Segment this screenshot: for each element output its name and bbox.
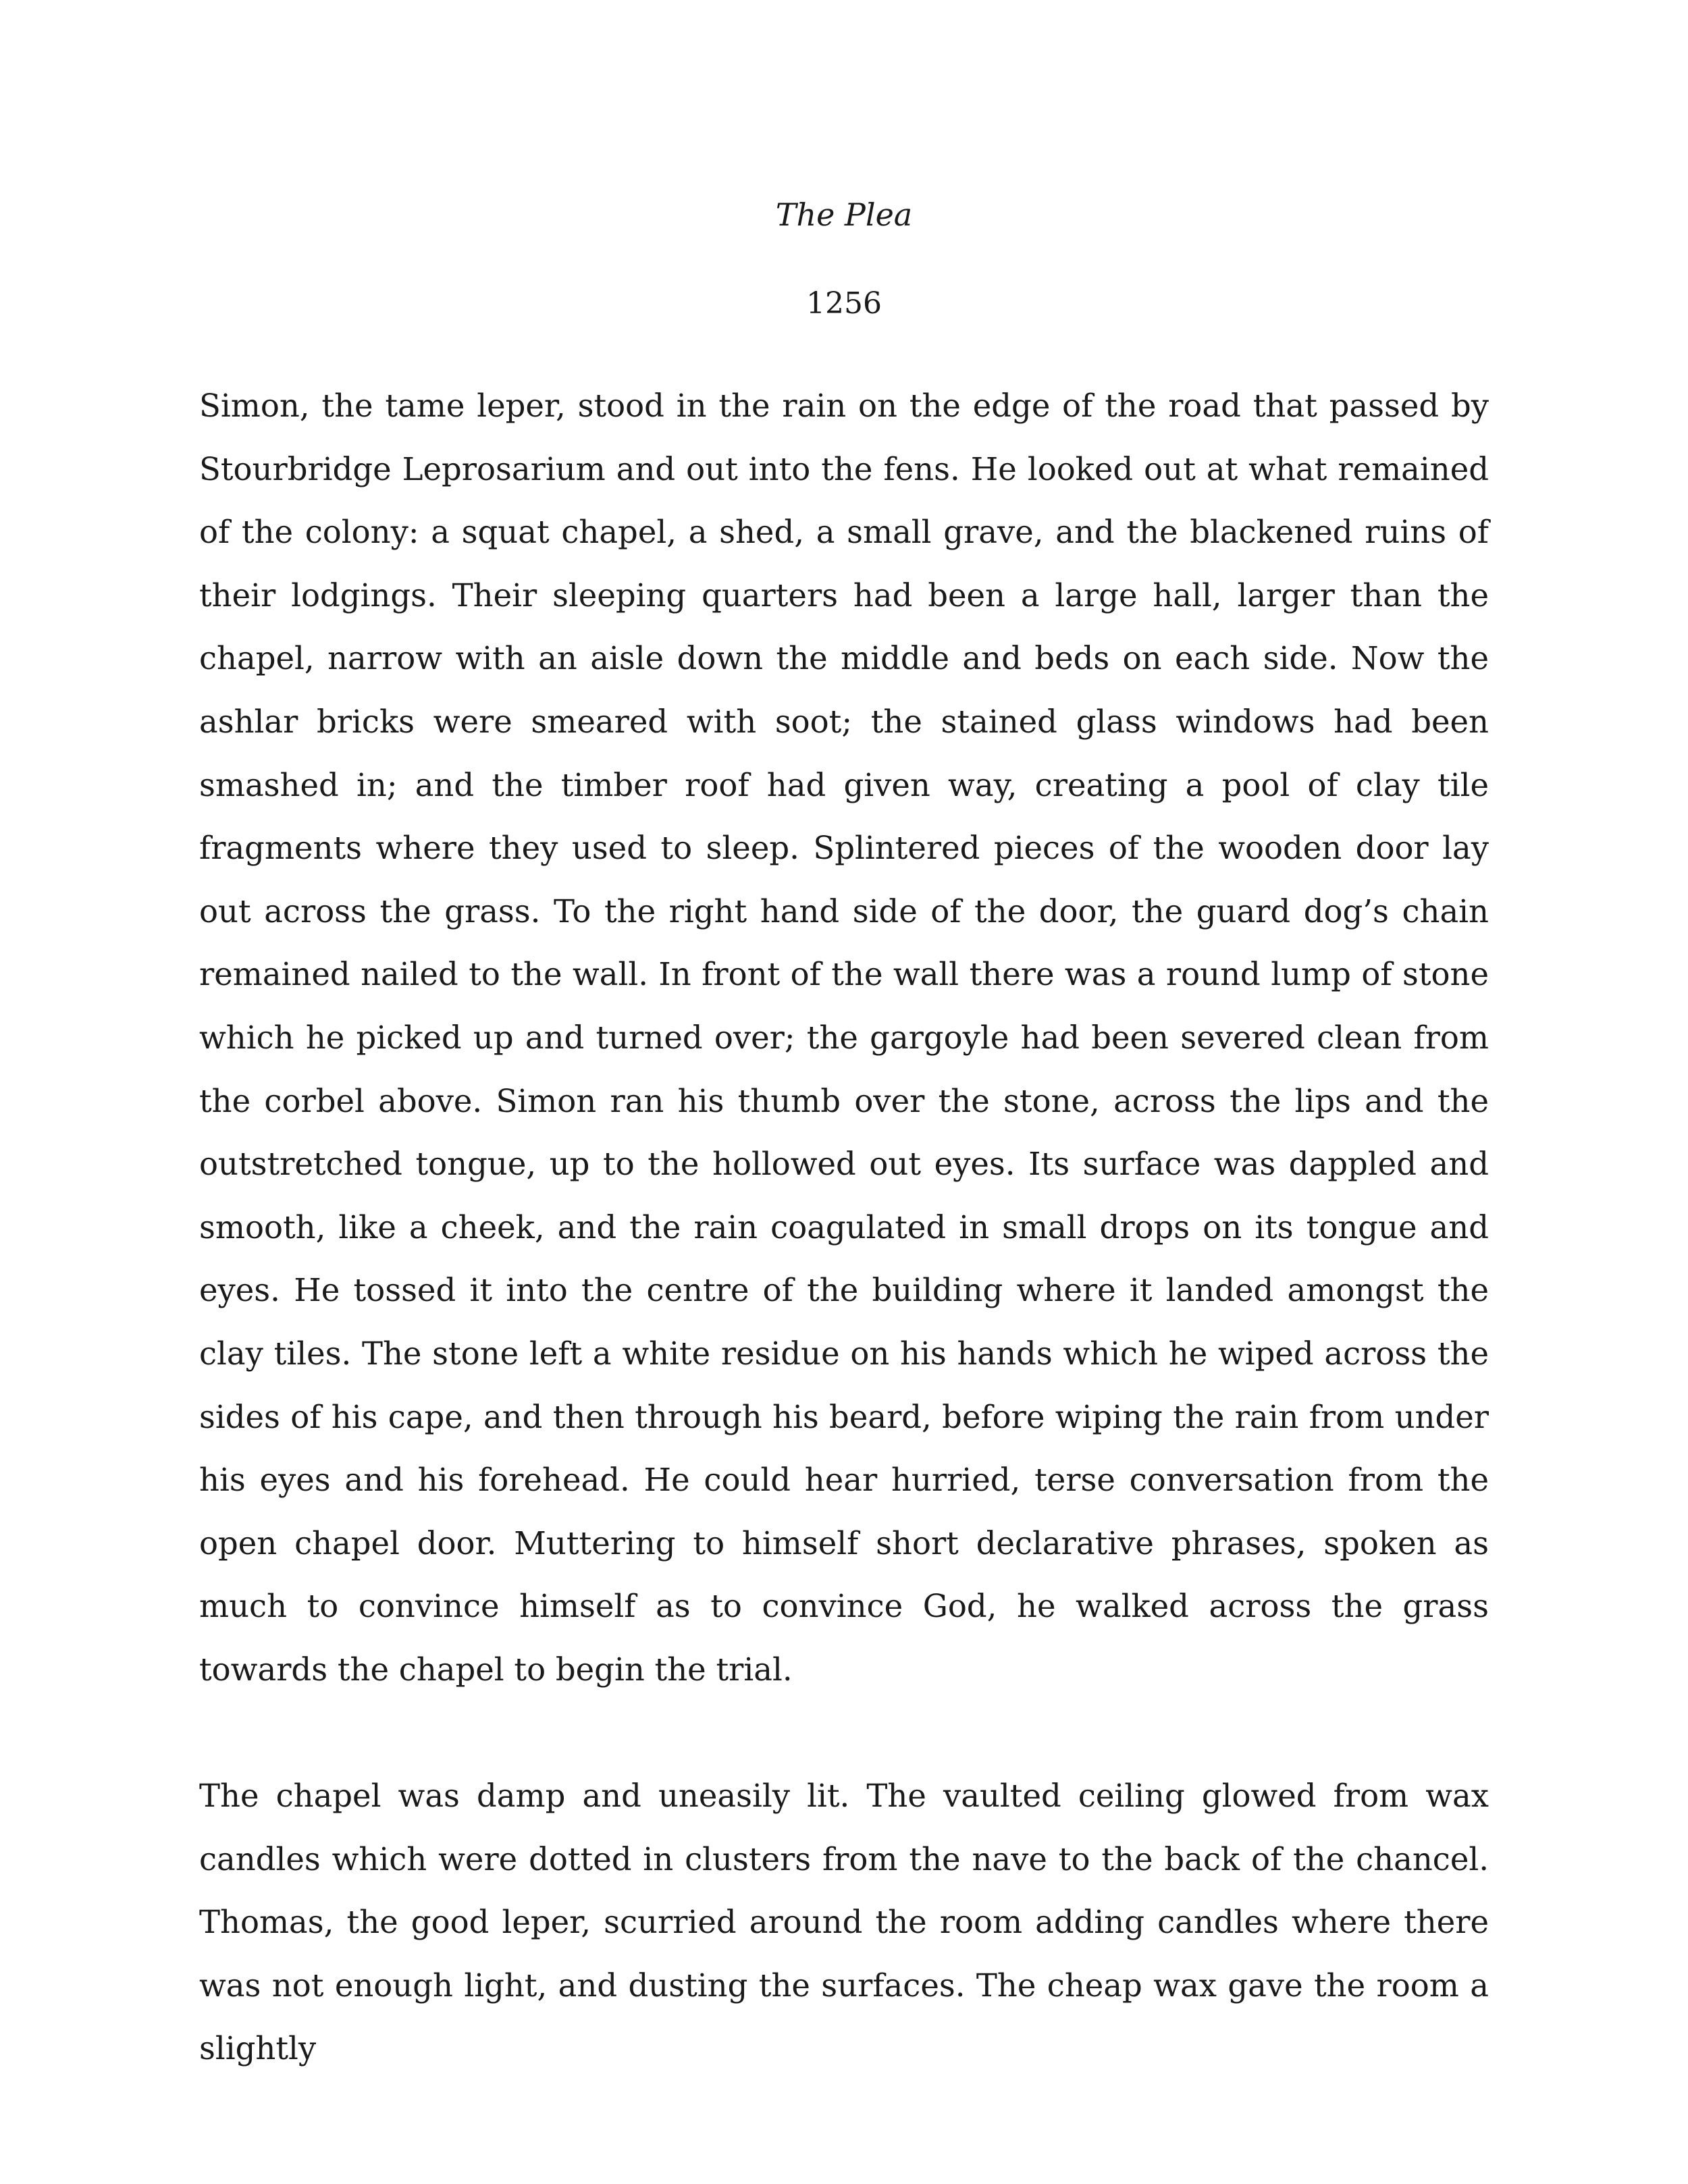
story-year: 1256 [806,286,882,321]
paragraph: Simon, the tame leper, stood in the rain on the edge of the road that passed by Stourbridge Leprosarium and out into the fens. He looked out at what remained of the colony: a squat chapel, a shed, a small grave, and the blackened ruins of their lodgings. Their sleeping quarters had been a large hall, larger than the chapel, narrow with an aisle down the middle and beds on each side. Now the ashlar bricks were smeared with soot; the stained glass windows had been smashed in; and the timber roof had given way, creating a pool of clay tile fragments where they used to sleep. Splintered pieces of the wooden door lay out across the grass. To the right hand side of the door, the guard dog’s chain remained nailed to the wall. In front of the wall there was a round lump of stone which he picked up and turned over; the gargoyle had been severed clean from the corbel above. Simon ran his thumb over the stone, across the lips and the outstretched tongue, up to the hollowed out eyes. Its surface was dappled and smooth, like a cheek, and the rain coagulated in small drops on its tongue and eyes. He tossed it into the centre of the building where it landed amongst the clay tiles. The stone left a white residue on his hands which he wiped across the sides of his cape, and then through his beard, before wiping the rain from under his eyes and his forehead. He could hear hurried, terse conversation from the open chapel door. Muttering to himself short declarative phrases, spoken as much to convince himself as to convince God, he walked across the grass towards the chapel to begin the trial. [199,388,1489,1688]
story-title: The Plea [775,196,913,233]
story-body [199,375,1489,2081]
paragraph: The chapel was damp and uneasily lit. The vaulted ceiling glowed from wax candles which were dotted in clusters from the nave to the back of the chancel. Thomas, the good leper, scurried around the room adding candles where there was not enough light, and dusting the surfaces. The cheap wax gave the room a slightly [199,1778,1489,2067]
